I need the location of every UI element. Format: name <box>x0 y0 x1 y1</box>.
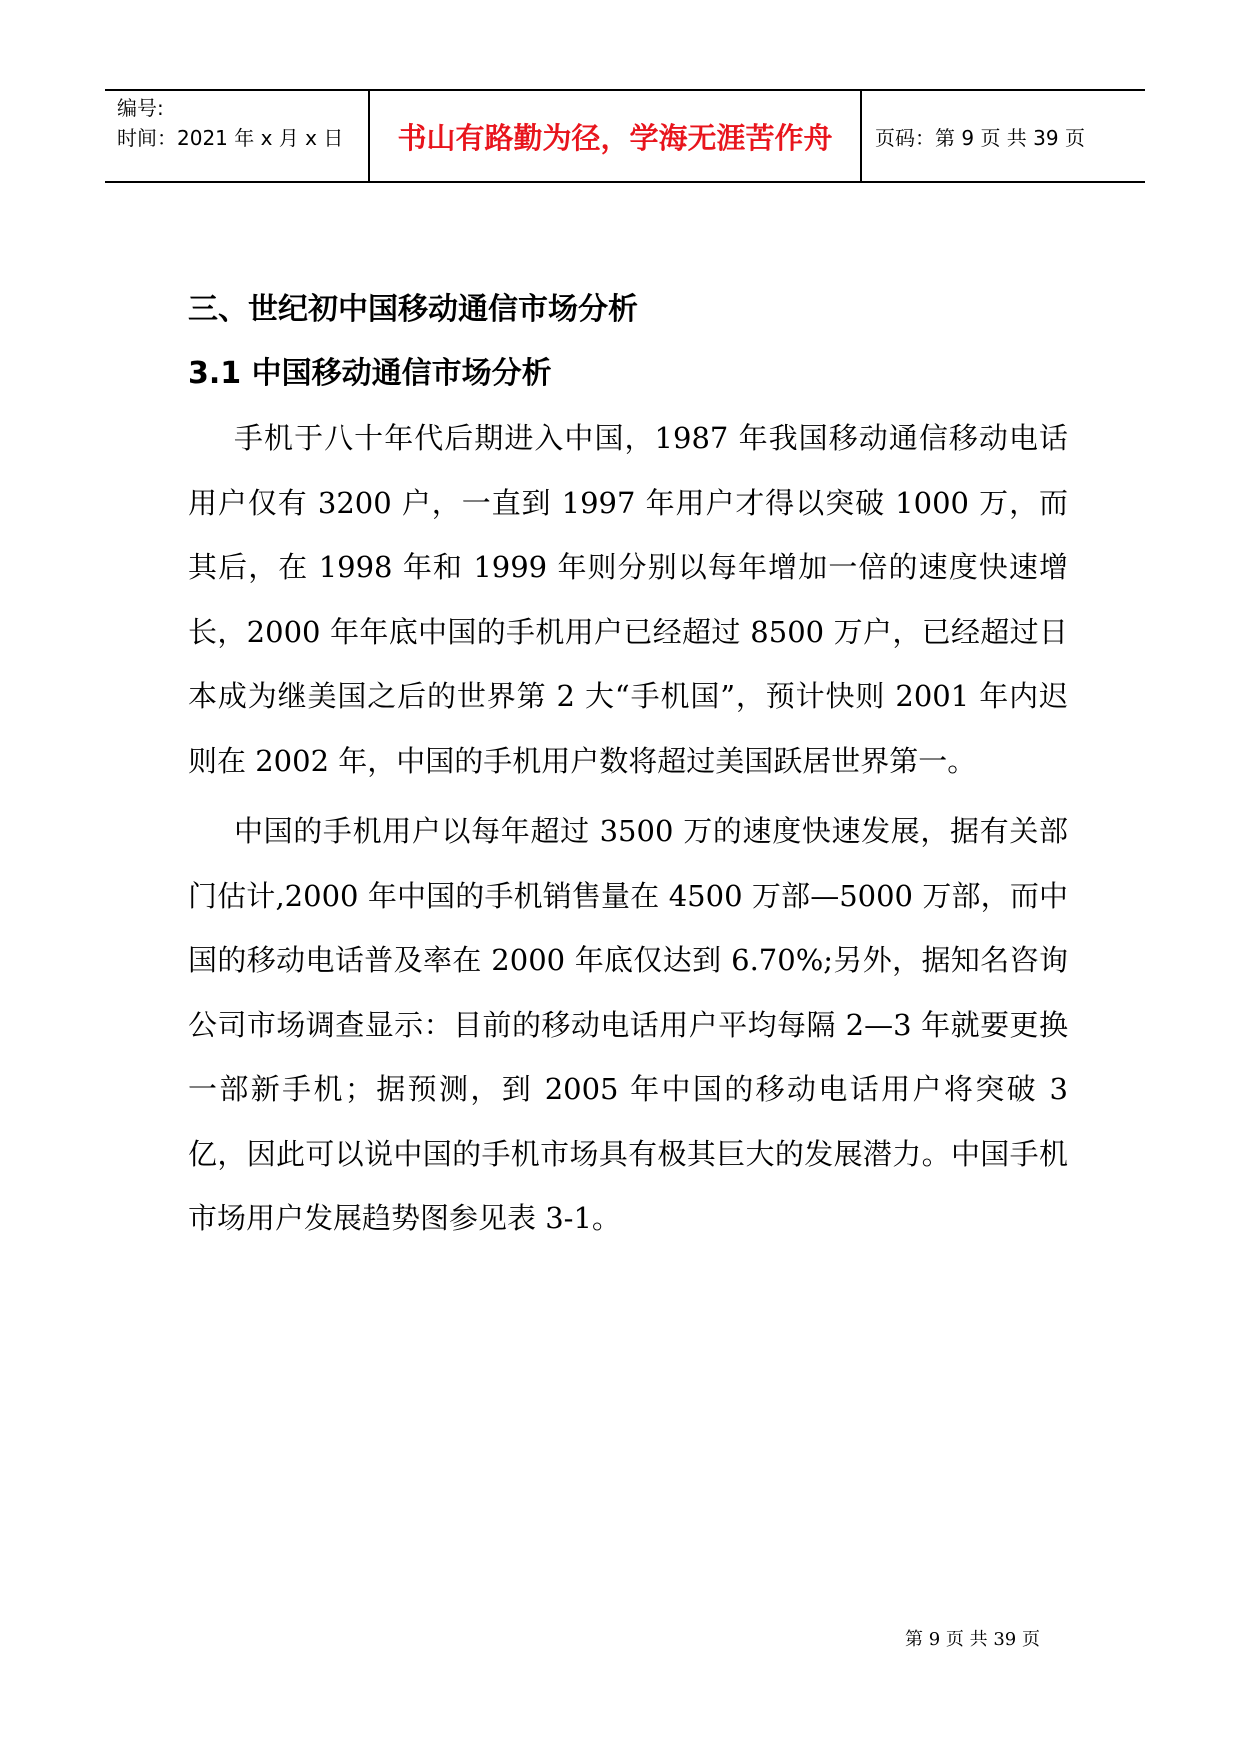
document-time-label: 时间：2021 年 x 月 x 日 <box>117 126 344 150</box>
page-header <box>105 89 1145 183</box>
document-body <box>188 280 1068 1251</box>
section-title: 三、世纪初中国移动通信市场分析 <box>188 292 638 327</box>
document-number-label: 编号: <box>117 96 164 120</box>
paragraph: 手机于八十年代后期进入中国，1987 年我国移动通信移动电话用户仅有 3200 户，一直到 1997 年用户才得以突破 1000 万，而其后，在 1998 年和 1999 年则分别以每年增加一倍的速度快速增长，2000 年年底中国的手机用户已经超过 8500 万户，已经超过日本成为继美国之后的世界第 2 大“手机国”，预计快则 2001 年内迟则在 2002 年，中国的手机用户数将超过美国跃居世界第一。 <box>188 421 1068 778</box>
header-page-info: 页码：第 9 页 共 39 页 <box>875 125 1085 150</box>
header-divider-right <box>860 91 862 181</box>
page-footer: 第 9 页 共 39 页 <box>905 1629 1040 1650</box>
paragraph: 中国的手机用户以每年超过 3500 万的速度快速发展，据有关部门估计,2000 年中国的手机销售量在 4500 万部—5000 万部，而中国的移动电话普及率在 2000 年底仅达到 6.70%;另外，据知名咨询公司市场调查显示：目前的移动电话用户平均每隔 2—3 年就要更换一部新手机；据预测，到 2005 年中国的移动电话用户将突破 3 亿，因此可以说中国的手机市场具有极其巨大的发展潜力。中国手机市场用户发展趋势图参见表 3-1。 <box>188 814 1068 1235</box>
header-meta <box>117 93 343 153</box>
header-motto: 书山有路勤为径，学海无涯苦作舟 <box>397 120 833 155</box>
subsection-title: 3.1 中国移动通信市场分析 <box>188 356 552 391</box>
